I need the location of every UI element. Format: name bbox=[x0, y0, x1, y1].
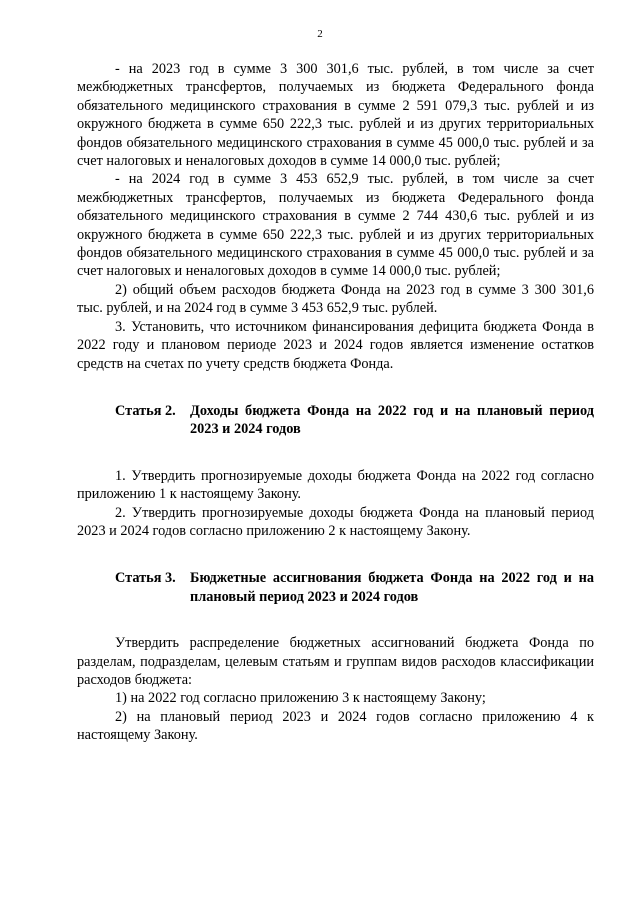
paragraph-revenue-2024: - на 2024 год в сумме 3 453 652,9 тыс. рублей, в том числе за счет межбюджетных трансфертов, получаемых из бюджета Федерального фонда обязательного медицинского страхования в сумме 2 744 430,6 тыс. рублей и из окружного бюджета в сумме 650 222,3 тыс. рублей и из других территориальных фондов обязательного медицинского страхования в сумме 45 000,0 тыс. рублей и за счет налоговых и неналоговых доходов в сумме 14 000,0 тыс. рублей; bbox=[77, 171, 594, 280]
paragraph-allocation-planned: 2) на плановый период 2023 и 2024 годов согласно приложению 4 к настоящему Закону. bbox=[77, 708, 594, 744]
article-title: Бюджетные ассигнования бюджета Фонда на 2022 год и на плановый период 2023 и 2024 годов bbox=[190, 570, 594, 605]
paragraph-allocation-intro: Утвердить распределение бюджетных ассигнований бюджета Фонда по разделам, подразделам, целевым статьям и группам видов расходов классификации расходов бюджета: bbox=[77, 635, 594, 688]
article-2-heading bbox=[77, 402, 594, 439]
paragraph-revenue-planned: 2. Утвердить прогнозируемые доходы бюджета Фонда на плановый период 2023 и 2024 годов согласно приложению 2 к настоящему Закону. bbox=[77, 504, 594, 539]
paragraph-revenue-2022: 1. Утвердить прогнозируемые доходы бюджета Фонда на 2022 год согласно приложению 1 к настоящему Закону. bbox=[77, 467, 594, 503]
article-number: Статья 2. bbox=[115, 402, 176, 419]
document-body bbox=[77, 60, 594, 745]
article-number: Статья 3. bbox=[115, 570, 176, 587]
paragraph-allocation-2022: 1) на 2022 год согласно приложению 3 к настоящему Закону; bbox=[115, 690, 486, 707]
paragraph-deficit-source: 3. Установить, что источником финансирования дефицита бюджета Фонда в 2022 году и плановом периоде 2023 и 2024 годов является изменение остатков средств на счетах по учету средств бюджета Фонда. bbox=[77, 318, 594, 372]
paragraph-expenditure-total: 2) общий объем расходов бюджета Фонда на 2023 год в сумме 3 300 301,6 тыс. рублей, и на 2024 год в сумме 3 453 652,9 тыс. рублей. bbox=[77, 281, 594, 317]
article-title: Доходы бюджета Фонда на 2022 год и на плановый период 2023 и 2024 годов bbox=[190, 402, 594, 438]
page-number: 2 bbox=[317, 28, 323, 40]
paragraph-revenue-2023: - на 2023 год в сумме 3 300 301,6 тыс. рублей, в том числе за счет межбюджетных трансфертов, получаемых из бюджета Федерального фонда обязательного медицинского страхования в сумме 2 591 079,3 тыс. рублей и из окружного бюджета в сумме 650 222,3 тыс. рублей и из других территориальных фондов обязательного медицинского страхования в сумме 45 000,0 тыс. рублей и за счет налоговых и неналоговых доходов в сумме 14 000,0 тыс. рублей; bbox=[77, 61, 594, 170]
article-3-heading bbox=[77, 569, 594, 606]
